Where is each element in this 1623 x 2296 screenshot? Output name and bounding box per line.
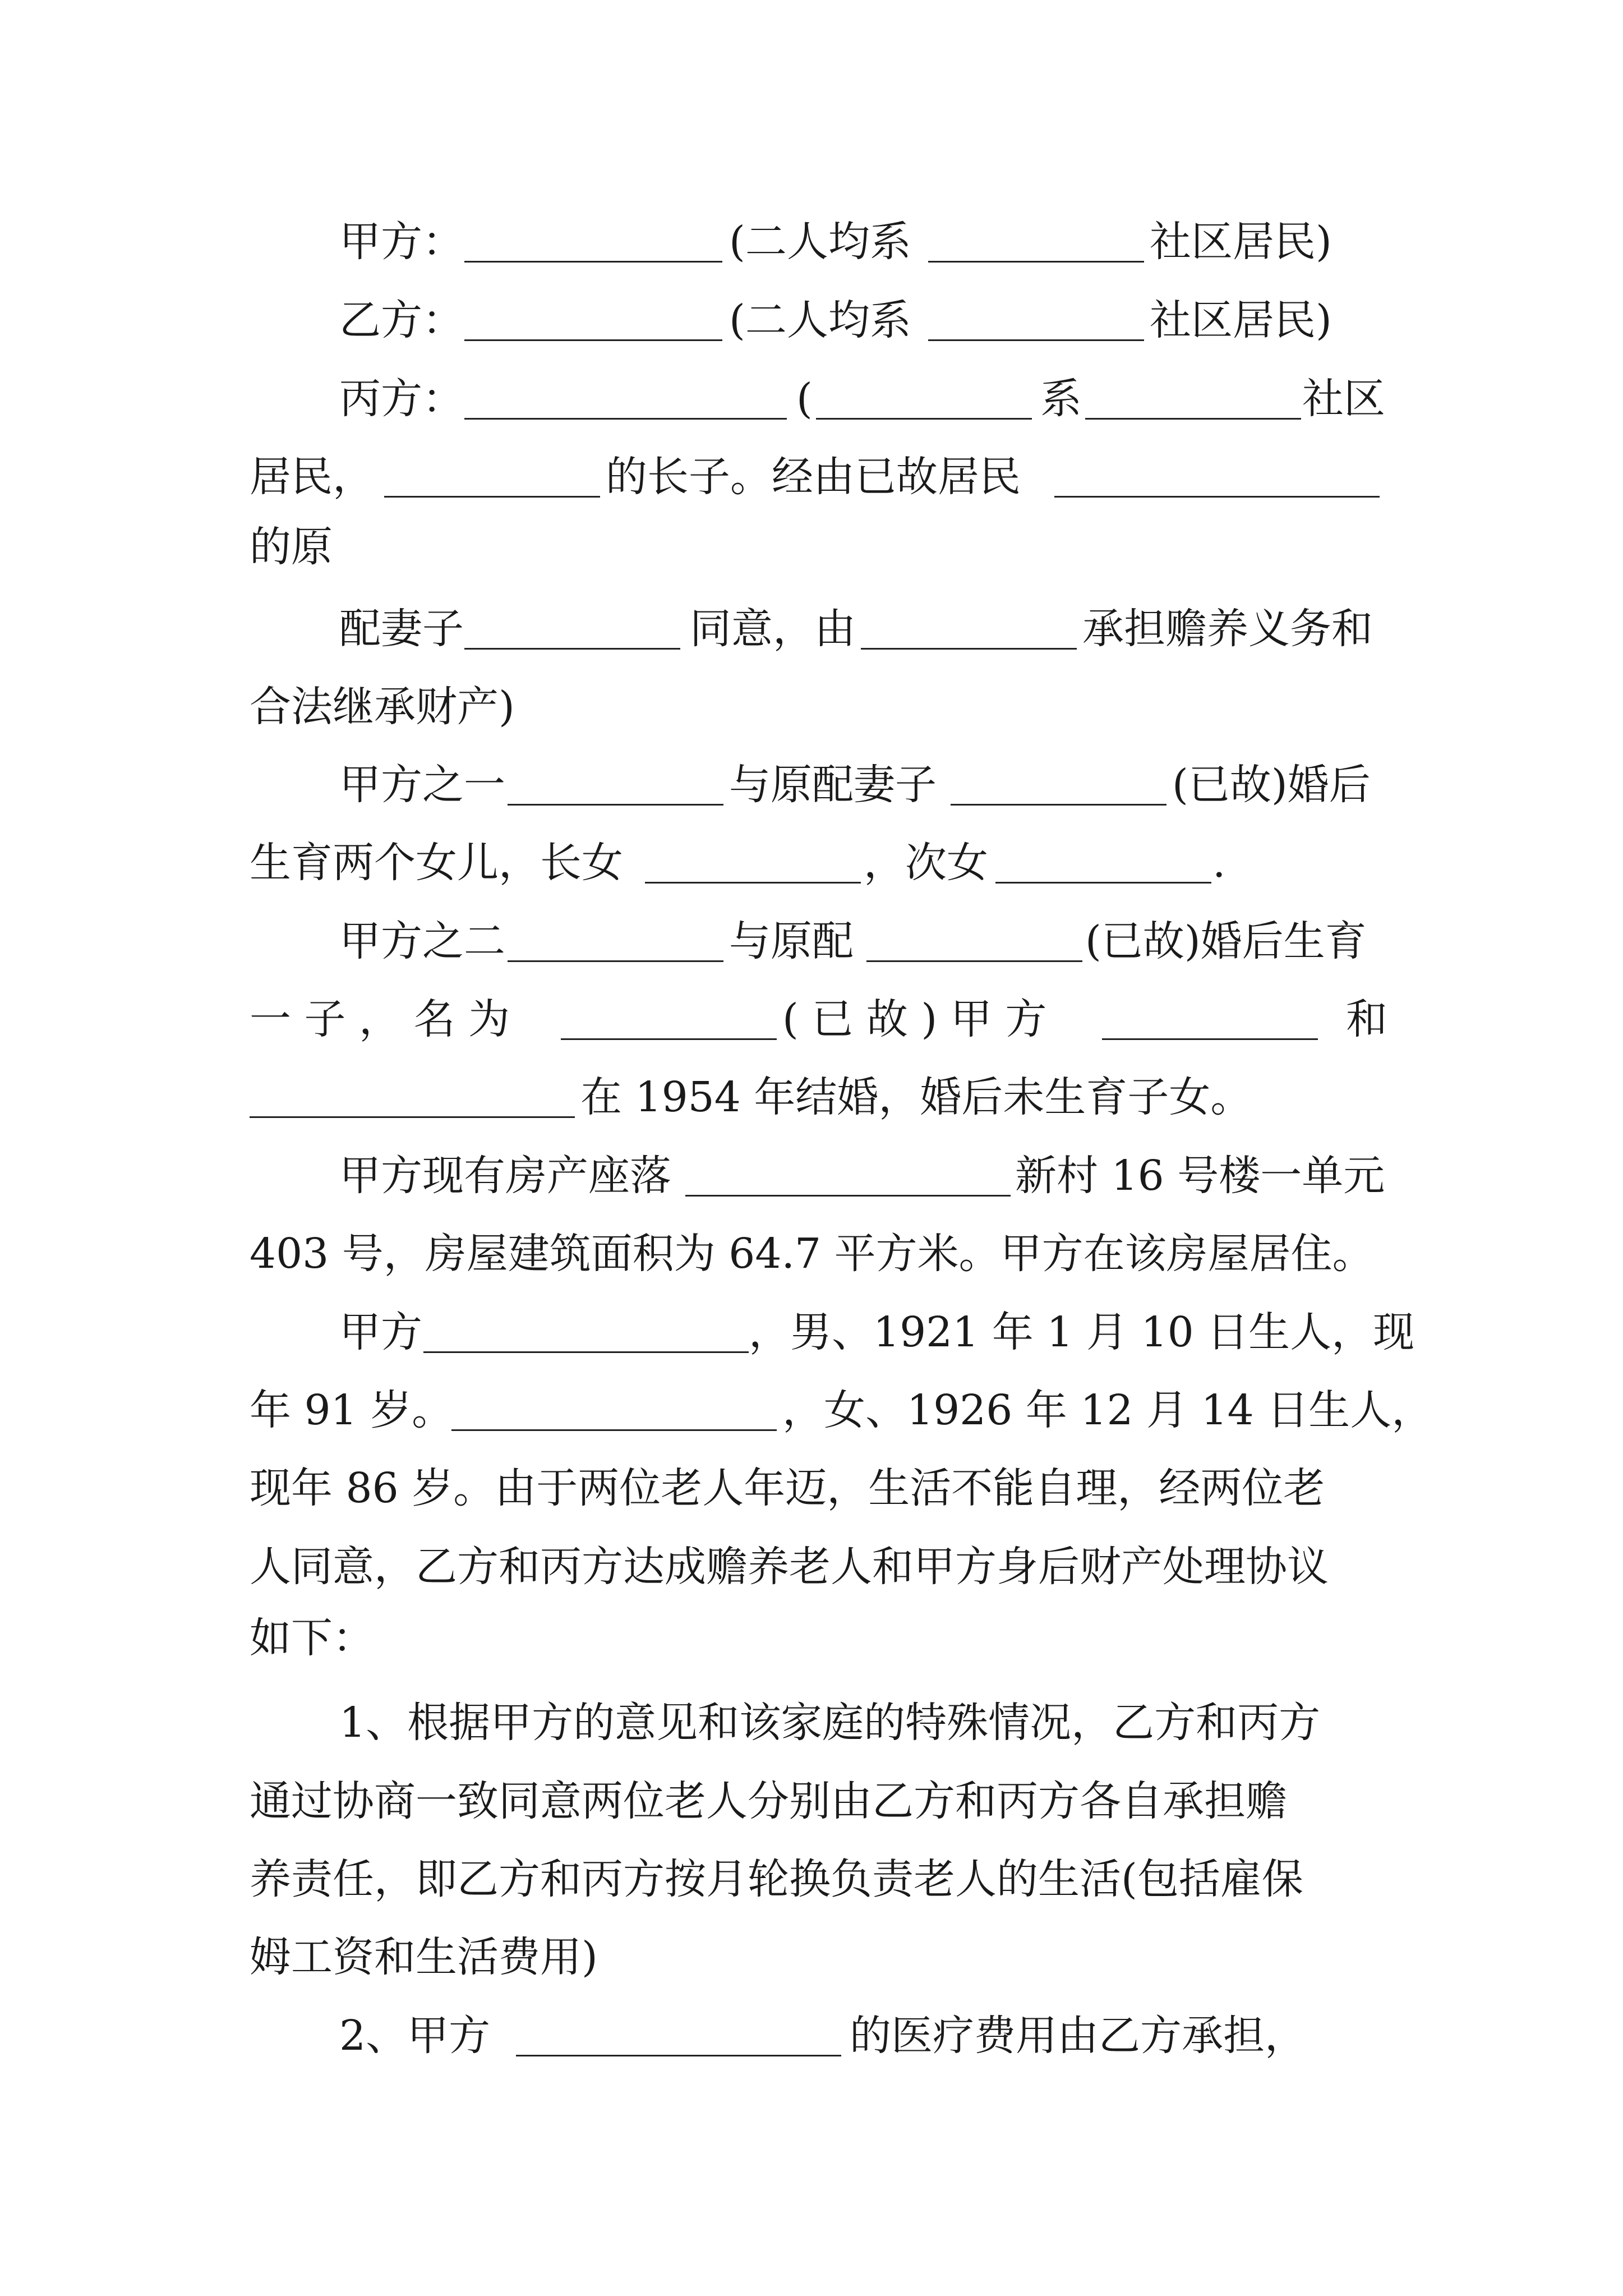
- text-segment: (: [796, 375, 813, 423]
- text-line: [0, 1768, 1623, 1835]
- text-segment: 现年 86 岁。由于两位老人年迈，生活不能自理，经两位老: [250, 1464, 1325, 1512]
- text-segment: 在 1954 年结婚，婚后未生育子女。: [580, 1073, 1252, 1121]
- text-segment: 养责任，即乙方和丙方按月轮换负责老人的生活(包括雇保: [250, 1855, 1303, 1903]
- fill-blank: [1054, 496, 1380, 498]
- fill-blank: [951, 804, 1166, 806]
- text-segment: 的医疗费用由乙方承担，: [850, 2012, 1306, 2060]
- fill-blank: [928, 261, 1144, 263]
- text-line: [0, 365, 1623, 432]
- text-line: [0, 443, 1623, 510]
- text-line: [0, 287, 1623, 354]
- fill-blank: [451, 1429, 777, 1431]
- text-segment: 甲方之二: [339, 917, 505, 965]
- text-segment: 403 号，房屋建筑面积为 64.7 平方米。甲方在该房屋居住。: [250, 1230, 1374, 1278]
- text-segment: 人同意，乙方和丙方达成赡养老人和甲方身后财产处理协议: [250, 1543, 1329, 1591]
- text-segment: (二人均系: [729, 218, 911, 266]
- text-segment: 甲方: [339, 1308, 422, 1356]
- text-segment: (二人均系: [729, 296, 911, 344]
- text-line: [0, 829, 1623, 896]
- text-line: [0, 986, 1623, 1053]
- text-segment: 一 子 ， 名 为: [250, 995, 510, 1043]
- text-segment: ，男、1921 年 1 月 10 日生人，现: [749, 1308, 1415, 1356]
- text-line: [0, 2002, 1623, 2069]
- text-line: [0, 908, 1623, 975]
- text-segment: .: [1212, 839, 1226, 887]
- text-line: [0, 595, 1623, 662]
- fill-blank: [464, 339, 722, 341]
- text-segment: 与原配: [729, 917, 854, 965]
- text-segment: ，次女: [864, 839, 988, 887]
- text-segment: 的长子。经由已故居民: [606, 453, 1021, 501]
- fill-blank: [816, 418, 1032, 420]
- text-segment: 系: [1040, 375, 1082, 423]
- text-segment: 乙方：: [339, 296, 464, 344]
- text-line: [0, 1455, 1623, 1522]
- text-segment: 年 91 岁。: [250, 1386, 454, 1434]
- text-segment: 配妻子: [339, 605, 464, 653]
- text-segment: 居民，: [250, 453, 374, 501]
- text-segment: ，女、1926 年 12 月 14 日生人，: [782, 1386, 1433, 1434]
- fill-blank: [645, 882, 861, 884]
- fill-blank: [464, 418, 787, 420]
- text-segment: 和: [1346, 995, 1387, 1043]
- fill-blank: [866, 960, 1082, 962]
- text-line: [0, 1299, 1623, 1366]
- text-segment: 2、甲方: [339, 2012, 491, 2060]
- fill-blank: [516, 2055, 841, 2056]
- fill-blank: [423, 1351, 749, 1353]
- fill-blank: [685, 1195, 1011, 1197]
- text-line: [0, 1689, 1623, 1756]
- text-segment: ( 已 故 ) 甲 方: [782, 995, 1047, 1043]
- text-line: [0, 1846, 1623, 1913]
- text-line: [0, 513, 1623, 581]
- text-segment: 甲方现有房产座落: [339, 1152, 671, 1200]
- text-line: [0, 1377, 1623, 1444]
- fill-blank: [464, 648, 680, 650]
- text-segment: 的原: [250, 523, 333, 571]
- text-segment: 甲方之一: [339, 761, 505, 809]
- text-segment: (已故)婚后: [1172, 761, 1371, 809]
- text-segment: 生育两个女儿，长女: [250, 839, 623, 887]
- text-segment: 社区: [1302, 375, 1385, 423]
- fill-blank: [995, 882, 1211, 884]
- fill-blank: [928, 339, 1144, 341]
- fill-blank: [1085, 418, 1301, 420]
- fill-blank: [1102, 1038, 1318, 1040]
- text-segment: 社区居民): [1150, 296, 1332, 344]
- text-line: [0, 1924, 1623, 1991]
- text-segment: (已故)婚后生育: [1085, 917, 1367, 965]
- fill-blank: [508, 804, 723, 806]
- text-segment: 丙方：: [339, 375, 464, 423]
- text-line: [0, 1533, 1623, 1600]
- fill-blank: [508, 960, 723, 962]
- text-line: [0, 1220, 1623, 1287]
- text-segment: 1、根据甲方的意见和该家庭的特殊情况，乙方和丙方: [339, 1699, 1321, 1747]
- fill-blank: [561, 1038, 777, 1040]
- fill-blank: [384, 496, 600, 498]
- text-segment: 同意，由: [690, 605, 856, 653]
- text-segment: 社区居民): [1150, 218, 1332, 266]
- text-segment: 承担赡养义务和: [1082, 605, 1373, 653]
- text-segment: 甲方：: [339, 218, 464, 266]
- text-segment: 如下：: [250, 1614, 374, 1662]
- text-line: [0, 751, 1623, 818]
- text-line: [0, 1064, 1623, 1131]
- fill-blank: [250, 1116, 575, 1118]
- text-line: [0, 1142, 1623, 1209]
- text-line: [0, 673, 1623, 740]
- fill-blank: [861, 648, 1077, 650]
- text-line: [0, 1604, 1623, 1672]
- text-segment: 合法继承财产): [250, 683, 515, 731]
- text-segment: 新村 16 号楼一单元: [1015, 1152, 1385, 1200]
- text-line: [0, 208, 1623, 275]
- text-segment: 姆工资和生活费用): [250, 1933, 598, 1981]
- fill-blank: [464, 261, 722, 263]
- text-segment: 通过协商一致同意两位老人分别由乙方和丙方各自承担赡: [250, 1777, 1287, 1825]
- text-segment: 与原配妻子: [729, 761, 937, 809]
